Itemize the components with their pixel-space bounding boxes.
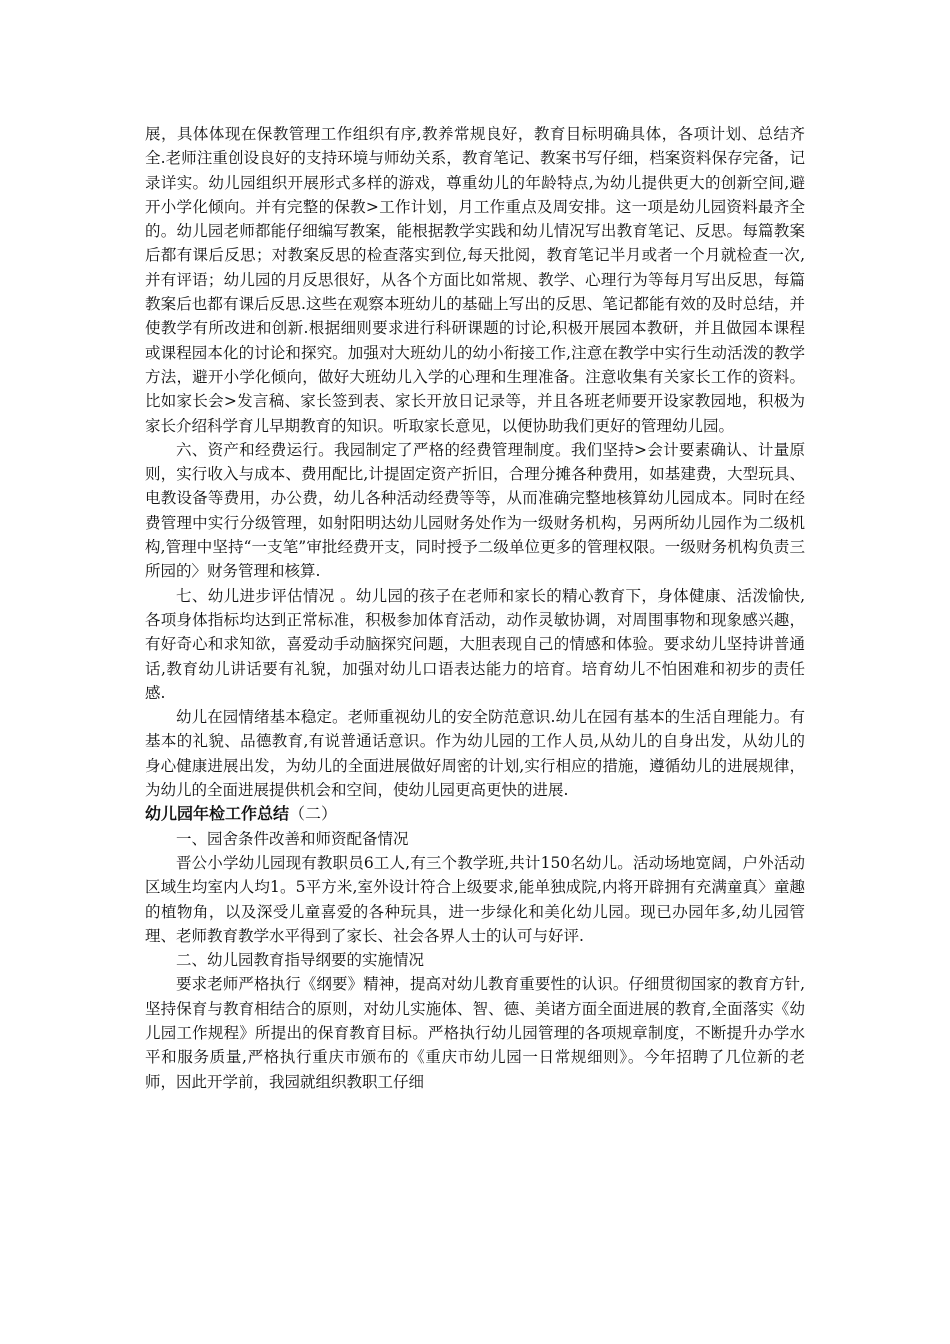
paragraph-guideline: 要求老师严格执行《纲要》精神，提高对幼儿教育重要性的认识。仔细贯彻国家的教育方针,坚持保育与教育相结合的原则，对幼儿实施体、智、德、美诸方面全面进展的教育,全面落实《幼儿园工作规程》所提出的保育教育目标。严格执行幼儿园管理的各项规章制度，不断提升办学水平和服务质量,严格执行重庆市颁布的《重庆市幼儿园一日常规细则》。今年招聘了几位新的老师，因此开学前，我园就组织教职工仔细 bbox=[145, 975, 805, 1091]
heading-facilities: 一、园舍条件改善和师资配备情况 bbox=[176, 829, 409, 848]
heading-guideline: 二、幼儿园教育指导纲要的实施情况 bbox=[176, 951, 425, 970]
section-title-main: 幼儿园年检工作总结 bbox=[145, 804, 290, 824]
section-title bbox=[145, 802, 805, 826]
document-page bbox=[145, 122, 805, 1094]
paragraph-child-progress: 七、幼儿进步评估情况 。幼儿园的孩子在老师和家长的精心教育下，身体健康、活泼愉快,各项身体指标均达到正常标准，积极参加体育活动，动作灵敏协调，对周围事物和现象感兴趣，有好奇心和求知欲，喜爱动手动脑探究问题，大胆表现自己的情感和体验。要求幼儿坚持讲普通话,教育幼儿讲话要有礼貌，加强对幼儿口语表达能力的培育。培育幼儿不怕困难和初步的责任感. bbox=[145, 586, 805, 702]
paragraph-assets-funding: 六、资产和经费运行。我园制定了严格的经费管理制度。我们坚持>会计要素确认、计量原则，实行收入与成本、费用配比,计提固定资产折旧，合理分摊各种费用，如基建费，大型玩具、电教设备等费用，办公费，幼儿各种活动经费等等，从而准确完整地核算幼儿园成本。同时在经费管理中实行分级管理，如射阳明达幼儿园财务处作为一级财务机构，另两所幼儿园作为二级机构,管理中坚持“一支笔”审批经费开支，同时授予二级单位更多的管理权限。一级财务机构负责三所园的〉财务管理和核算. bbox=[145, 440, 805, 581]
paragraph-facilities: 晋公小学幼儿园现有教职员6工人,有三个教学班,共计150名幼儿。活动场地宽阔，户外活动区域生均室内人均1。5平方米,室外设计符合上级要求,能单独成院,内将开辟拥有充满童真〉童趣的植物角，以及深受儿童喜爱的各种玩具，进一步绿化和美化幼儿园。现已办园年多,幼儿园管理、老师教育教学水平得到了家长、社会各界人士的认可与好评. bbox=[145, 853, 805, 945]
section-title-sub: （二） bbox=[289, 804, 338, 824]
paragraph-continued: 展，具体体现在保教管理工作组织有序,教养常规良好，教育目标明确具体，各项计划、总结齐全.老师注重创设良好的支持环境与师幼关系，教育笔记、教案书写仔细，档案资料保存完备，记录详实。幼儿园组织开展形式多样的游戏，尊重幼儿的年龄特点,为幼儿提供更大的创新空间,避开小学化倾向。并有完整的保教>工作计划，月工作重点及周安排。这一项是幼儿园资料最齐全的。幼儿园老师都能仔细编写教案，能根据教学实践和幼儿情况写出教育笔记、反思。每篇教案后都有课后反思；对教案反思的检查落实到位,每天批阅，教育笔记半月或者一个月就检查一次,并有评语；幼儿园的月反思很好，从各个方面比如常规、教学、心理行为等每月写出反思，每篇教案后也都有课后反思.这些在观察本班幼儿的基础上写出的反思、笔记都能有效的及时总结，并使教学有所改进和创新.根据细则要求进行科研课题的讨论,积极开展园本教研，并且做园本课程或课程园本化的讨论和探究。加强对大班幼儿的幼小衔接工作,注意在教学中实行生动活泼的教学方法，避开小学化倾向，做好大班幼儿入学的心理和生理准备。注意收集有关家长工作的资料。比如家长会>发言稿、家长签到表、家长开放日记录等，并且各班老师要开设家教园地，积极为家长介绍科学育儿早期教育的知识。听取家长意见，以便协助我们更好的管理幼儿园。 bbox=[145, 125, 805, 435]
paragraph-child-emotion: 幼儿在园情绪基本稳定。老师重视幼儿的安全防范意识.幼儿在园有基本的生活自理能力。有基本的礼貌、品德教育,有说普通话意识。作为幼儿园的工作人员,从幼儿的自身出发，从幼儿的身心健康进展出发，为幼儿的全面进展做好周密的计划,实行相应的措施，遵循幼儿的进展规律，为幼儿的全面进展提供机会和空间，使幼儿园更高更快的进展. bbox=[145, 708, 805, 800]
